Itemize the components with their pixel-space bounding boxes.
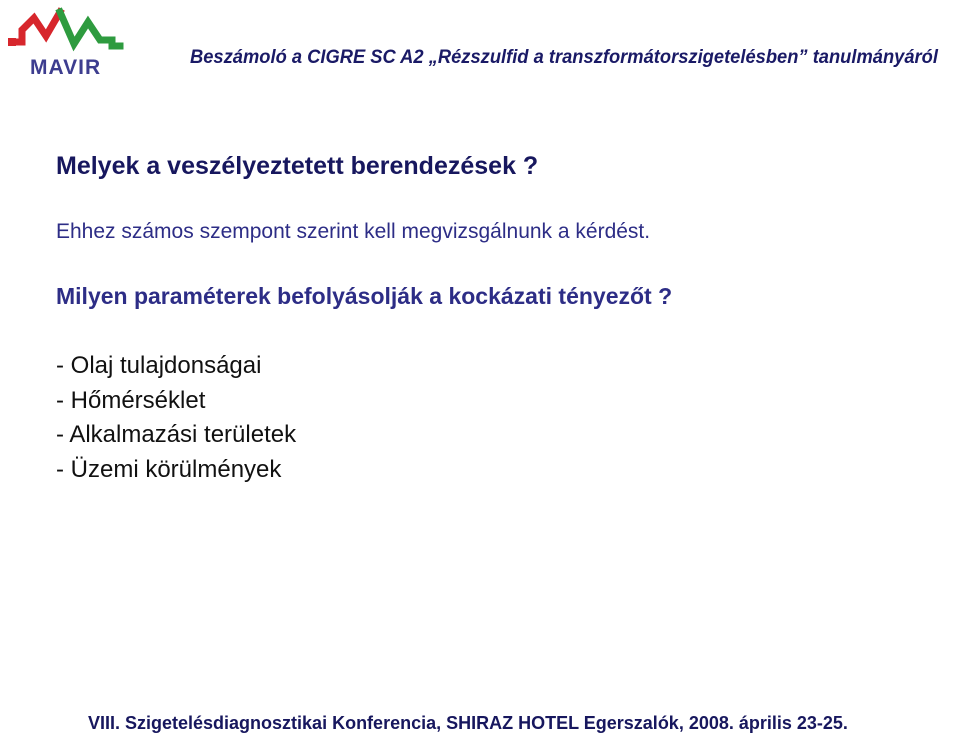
list-item: - Hőmérséklet: [56, 386, 206, 414]
intro-text: Ehhez számos szempont szerint kell megvizsgálnunk a kérdést.: [56, 220, 651, 243]
presentation-title: Beszámoló a CIGRE SC A2 „Rézszulfid a transzformátorszigetelésben” tanulmányáról: [190, 46, 938, 68]
mavir-logo-mark-icon: [8, 4, 124, 56]
slide-heading: Melyek a veszélyeztetett berendezések ?: [56, 152, 539, 180]
question-text: Milyen paraméterek befolyásolják a kockázati tényezőt ?: [56, 283, 673, 309]
list-item: - Alkalmazási területek: [56, 421, 297, 448]
conference-footer: VIII. Szigetelésdiagnosztikai Konferencia, SHIRAZ HOTEL Egerszalók, 2008. április 23-25.: [88, 713, 848, 733]
mavir-logo: [8, 4, 124, 80]
logo-text: MAVIR: [30, 56, 102, 79]
parameter-list: [56, 349, 296, 487]
list-item: - Üzemi körülmények: [56, 455, 282, 483]
list-item: - Olaj tulajdonságai: [56, 352, 262, 379]
